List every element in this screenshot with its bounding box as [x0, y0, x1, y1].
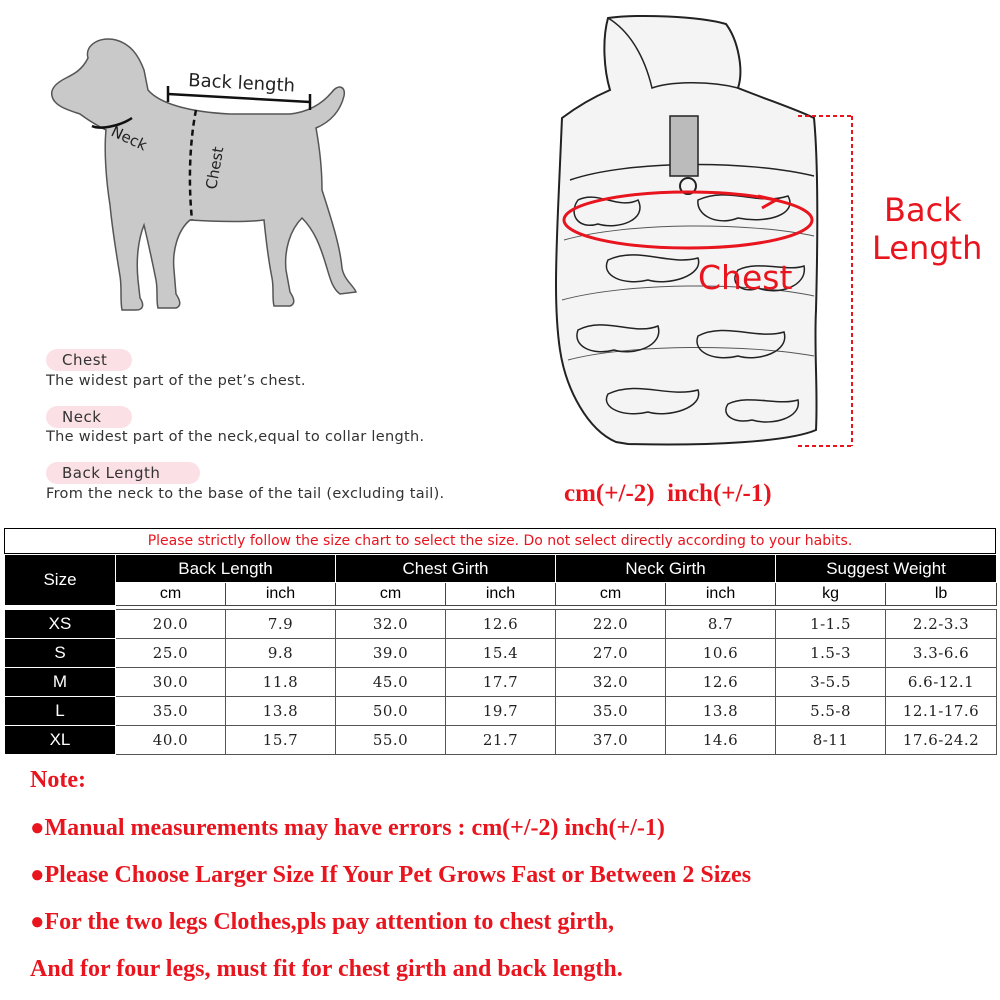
tolerance-text: cm(+/-2) inch(+/-1) [564, 480, 772, 507]
neck-definition: The widest part of the neck,equal to collar length. [46, 429, 425, 445]
table-cell: 30.0 [116, 668, 226, 697]
group-header: Neck Girth [556, 555, 776, 583]
table-cell: 1.5-3 [776, 639, 886, 668]
table-cell: 45.0 [336, 668, 446, 697]
table-cell: 50.0 [336, 697, 446, 726]
unit-header: inch [226, 583, 336, 606]
table-cell: 39.0 [336, 639, 446, 668]
table-cell: 15.4 [446, 639, 556, 668]
table-row [5, 610, 997, 639]
table-cell: 32.0 [556, 668, 666, 697]
unit-header: cm [556, 583, 666, 606]
table-cell: 13.8 [226, 697, 336, 726]
table-cell: 12.1-17.6 [886, 697, 997, 726]
unit-header: inch [666, 583, 776, 606]
table-cell: 55.0 [336, 726, 446, 755]
table-cell: 22.0 [556, 610, 666, 639]
table-cell: 11.8 [226, 668, 336, 697]
table-row [5, 697, 997, 726]
table-cell: 3-5.5 [776, 668, 886, 697]
size-chart [4, 528, 996, 755]
unit-header: lb [886, 583, 997, 606]
group-header: Suggest Weight [776, 555, 997, 583]
table-cell: 17.6-24.2 [886, 726, 997, 755]
size-label: XS [5, 610, 116, 639]
size-label: L [5, 697, 116, 726]
chest-definition: The widest part of the pet’s chest. [46, 373, 306, 389]
note-title: Note: [30, 767, 86, 793]
table-cell: 13.8 [666, 697, 776, 726]
table-cell: 27.0 [556, 639, 666, 668]
table-cell: 5.5-8 [776, 697, 886, 726]
unit-header: kg [776, 583, 886, 606]
size-label: S [5, 639, 116, 668]
table-cell: 3.3-6.6 [886, 639, 997, 668]
table-cell: 1-1.5 [776, 610, 886, 639]
table-row [5, 726, 997, 755]
table-cell: 19.7 [446, 697, 556, 726]
table-cell: 17.7 [446, 668, 556, 697]
neck-label: Neck [108, 122, 150, 155]
neck-term: Neck [46, 406, 132, 428]
table-cell: 2.2-3.3 [886, 610, 997, 639]
table-cell: 21.7 [446, 726, 556, 755]
table-cell: 20.0 [116, 610, 226, 639]
table-cell: 8-11 [776, 726, 886, 755]
chest-term: Chest [46, 349, 132, 371]
back-length-term: Back Length [46, 462, 200, 484]
chest-label: Chest [202, 145, 228, 191]
jacket-diagram [548, 10, 868, 450]
back-length-heading-line1: Back [884, 191, 962, 229]
size-label: M [5, 668, 116, 697]
table-cell: 8.7 [666, 610, 776, 639]
table-row [5, 639, 997, 668]
table-cell: 35.0 [116, 697, 226, 726]
chest-heading: Chest [698, 258, 793, 297]
group-header: Chest Girth [336, 555, 556, 583]
note-item: And for four legs, must fit for chest girth and back length. [30, 956, 623, 982]
table-cell: 14.6 [666, 726, 776, 755]
table-row [5, 668, 997, 697]
table-cell: 12.6 [446, 610, 556, 639]
dog-measurement-diagram [40, 30, 370, 330]
table-cell: 7.9 [226, 610, 336, 639]
size-label: XL [5, 726, 116, 755]
size-chart-banner: Please strictly follow the size chart to select the size. Do not select directly according to your habits. [4, 528, 996, 554]
table-cell: 6.6-12.1 [886, 668, 997, 697]
back-length-definition: From the neck to the base of the tail (excluding tail). [46, 486, 445, 502]
size-header: Size [5, 555, 116, 606]
table-cell: 25.0 [116, 639, 226, 668]
note-item: ●Please Choose Larger Size If Your Pet Grows Fast or Between 2 Sizes [30, 862, 752, 888]
back-length-heading-line2: Length [872, 229, 983, 267]
table-cell: 9.8 [226, 639, 336, 668]
table-cell: 15.7 [226, 726, 336, 755]
table-cell: 10.6 [666, 639, 776, 668]
note-item: ●For the two legs Clothes,pls pay attention to chest girth, [30, 909, 615, 935]
unit-header: inch [446, 583, 556, 606]
table-cell: 12.6 [666, 668, 776, 697]
table-cell: 35.0 [556, 697, 666, 726]
table-cell: 40.0 [116, 726, 226, 755]
table-cell: 37.0 [556, 726, 666, 755]
group-header: Back Length [116, 555, 336, 583]
size-table [4, 554, 997, 755]
unit-header: cm [336, 583, 446, 606]
table-cell: 32.0 [336, 610, 446, 639]
note-item: ●Manual measurements may have errors : cm(+/-2) inch(+/-1) [30, 815, 665, 841]
back-length-label: Back length [187, 70, 296, 97]
unit-header: cm [116, 583, 226, 606]
